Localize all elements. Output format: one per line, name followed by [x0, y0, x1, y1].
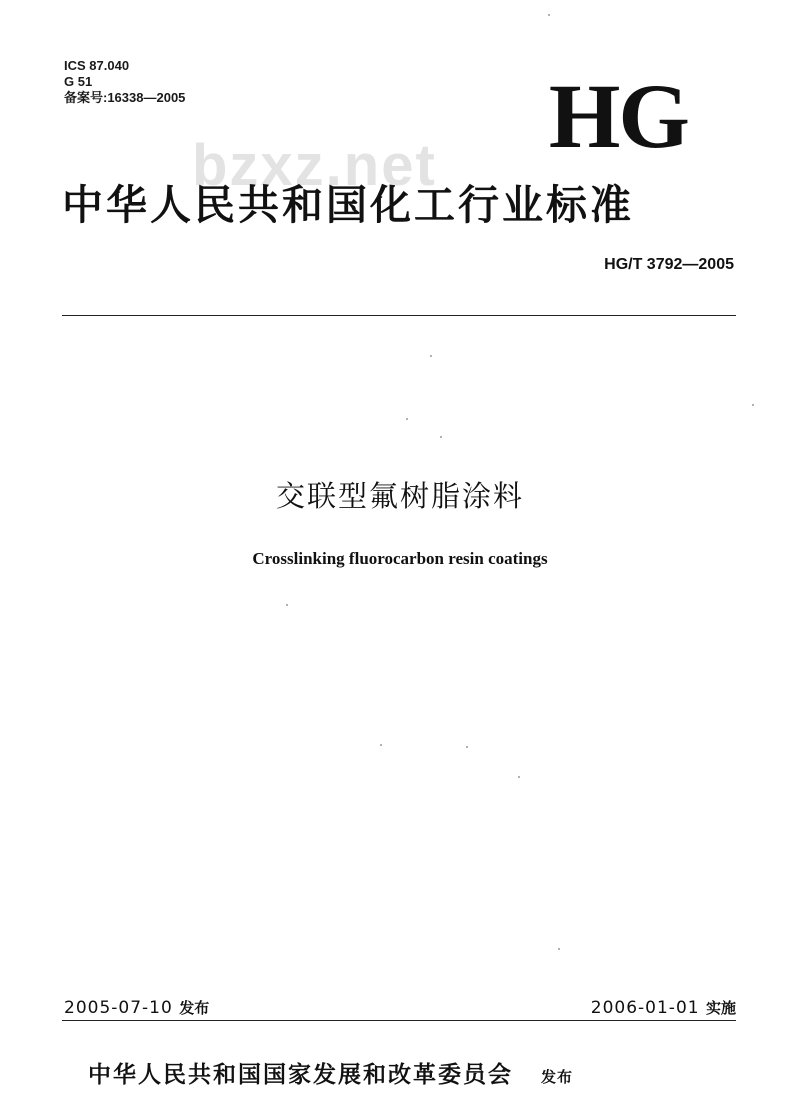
scan-speck	[548, 14, 550, 16]
scan-speck	[430, 355, 432, 357]
scan-speck	[466, 746, 468, 748]
document-title-chinese: 交联型氟树脂涂料	[275, 479, 524, 513]
hg-logo: HG	[548, 65, 688, 167]
issue-date-line	[64, 997, 209, 1018]
publisher-action: 发布	[541, 1068, 574, 1086]
scan-speck	[440, 436, 442, 438]
scan-speck	[518, 776, 520, 778]
document-title-english: Crosslinking fluorocarbon resin coatings	[252, 549, 548, 568]
scan-speck	[406, 418, 408, 420]
publisher-line	[88, 1056, 573, 1089]
scan-speck	[752, 404, 754, 406]
standard-number: HG/T 3792—2005	[604, 256, 734, 273]
scan-speck	[558, 948, 560, 950]
top-divider	[62, 315, 736, 316]
implement-date-line	[591, 997, 736, 1018]
scan-speck	[380, 744, 382, 746]
scan-speck	[286, 604, 288, 606]
implement-label: 实施	[705, 999, 736, 1017]
issue-date: 2005-07-10	[64, 998, 173, 1018]
ccs-code: G 51	[64, 74, 93, 89]
ics-code: ICS 87.040	[64, 58, 130, 73]
watermark: bzxz.net	[192, 133, 437, 198]
filing-number: 备案号:16338—2005	[64, 90, 186, 105]
classification-block	[64, 58, 185, 106]
publisher-name: 中华人民共和国国家发展和改革委员会	[88, 1062, 513, 1088]
issue-label: 发布	[179, 999, 210, 1017]
standard-category-title: 中华人民共和国化工行业标准	[62, 181, 634, 229]
bottom-divider	[62, 1020, 736, 1021]
implement-date: 2006-01-01	[590, 998, 700, 1018]
